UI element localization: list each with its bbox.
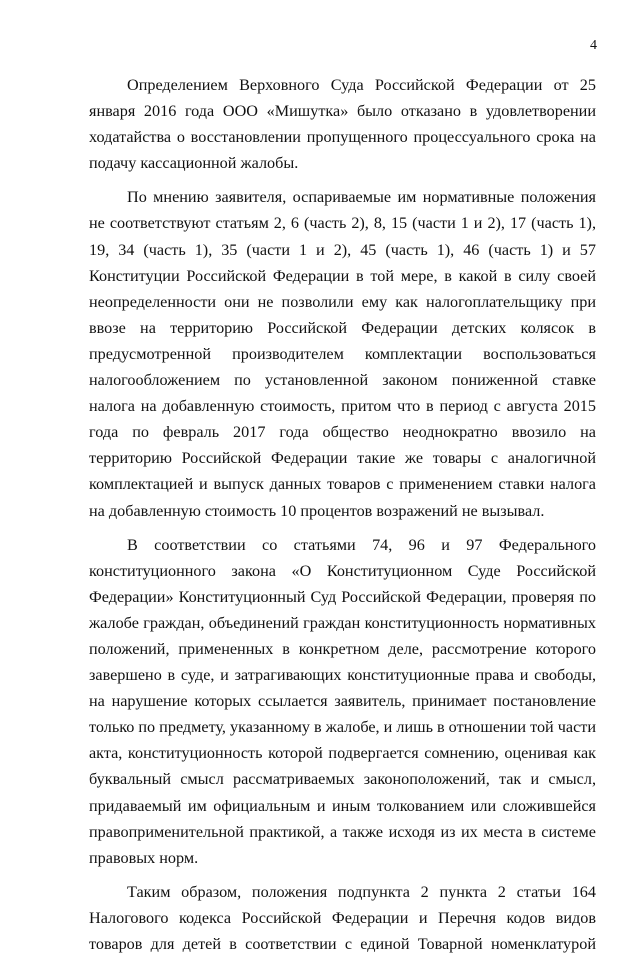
paragraph-conclusion: Таким образом, положения подпункта 2 пункта 2 статьи 164 Налогового кодекса Российской Федерации и Перечня кодов видов товаров для детей в соответствии с единой Товарной номенклатурой <box>89 882 596 953</box>
document-body <box>89 72 596 957</box>
paragraph-court-competence: В соответствии со статьями 74, 96 и 97 Федерального конституционного закона «О Конституционном Суде Российской Федерации» Конституционный Суд Российской Федерации, проверяя по жалобе граждан, объединений граждан конституционность нормативных положений, примененных в конкретном деле, рассмотрение которого завершено в суде, и затрагивающих конституционные права и свободы, на нарушение которых ссылается заявитель, принимает постановление только по предмету, указанному в жалобе, и лишь в отношении той части акта, конституционность которой подвергается сомнению, оценивая как буквальный смысл рассматриваемых законоположений, так и смысл, придаваемый им официальным и иным толкованием или сложившейся правоприменительной практикой, а также исходя из их места в системе правовых норм. <box>89 535 596 867</box>
paragraph-ruling: Определением Верховного Суда Российской Федерации от 25 января 2016 года ООО «Мишутка» было отказано в удовлетворении ходатайства о восстановлении пропущенного процессуального срока на подачу кассационной жалобы. <box>89 76 596 173</box>
page-number: 4 <box>590 38 597 53</box>
paragraph-applicant-opinion: По мнению заявителя, оспариваемые им нормативные положения не соответствуют статьям 2, 6 (часть 2), 8, 15 (части 1 и 2), 17 (часть 1), 19, 34 (часть 1), 35 (части 1 и 2), 45 (часть 1), 46 (часть 1) и 57 Конституции Российской Федерации в той мере, в какой в силу своей неопределенности они не позволили ему как налогоплательщику при ввозе на территорию Российской Федерации детских колясок в предусмотренной производителем комплектации воспользоваться налогообложением по установленной законом пониженной ставке налога на добавленную стоимость, притом что в период с августа 2015 года по февраль 2017 года общество неоднократно ввозило на территорию Российской Федерации такие же товары с аналогичной комплектацией и выпуск данных товаров с применением ставки налога на добавленную стоимость 10 процентов возражений не вызывал. <box>89 188 596 520</box>
